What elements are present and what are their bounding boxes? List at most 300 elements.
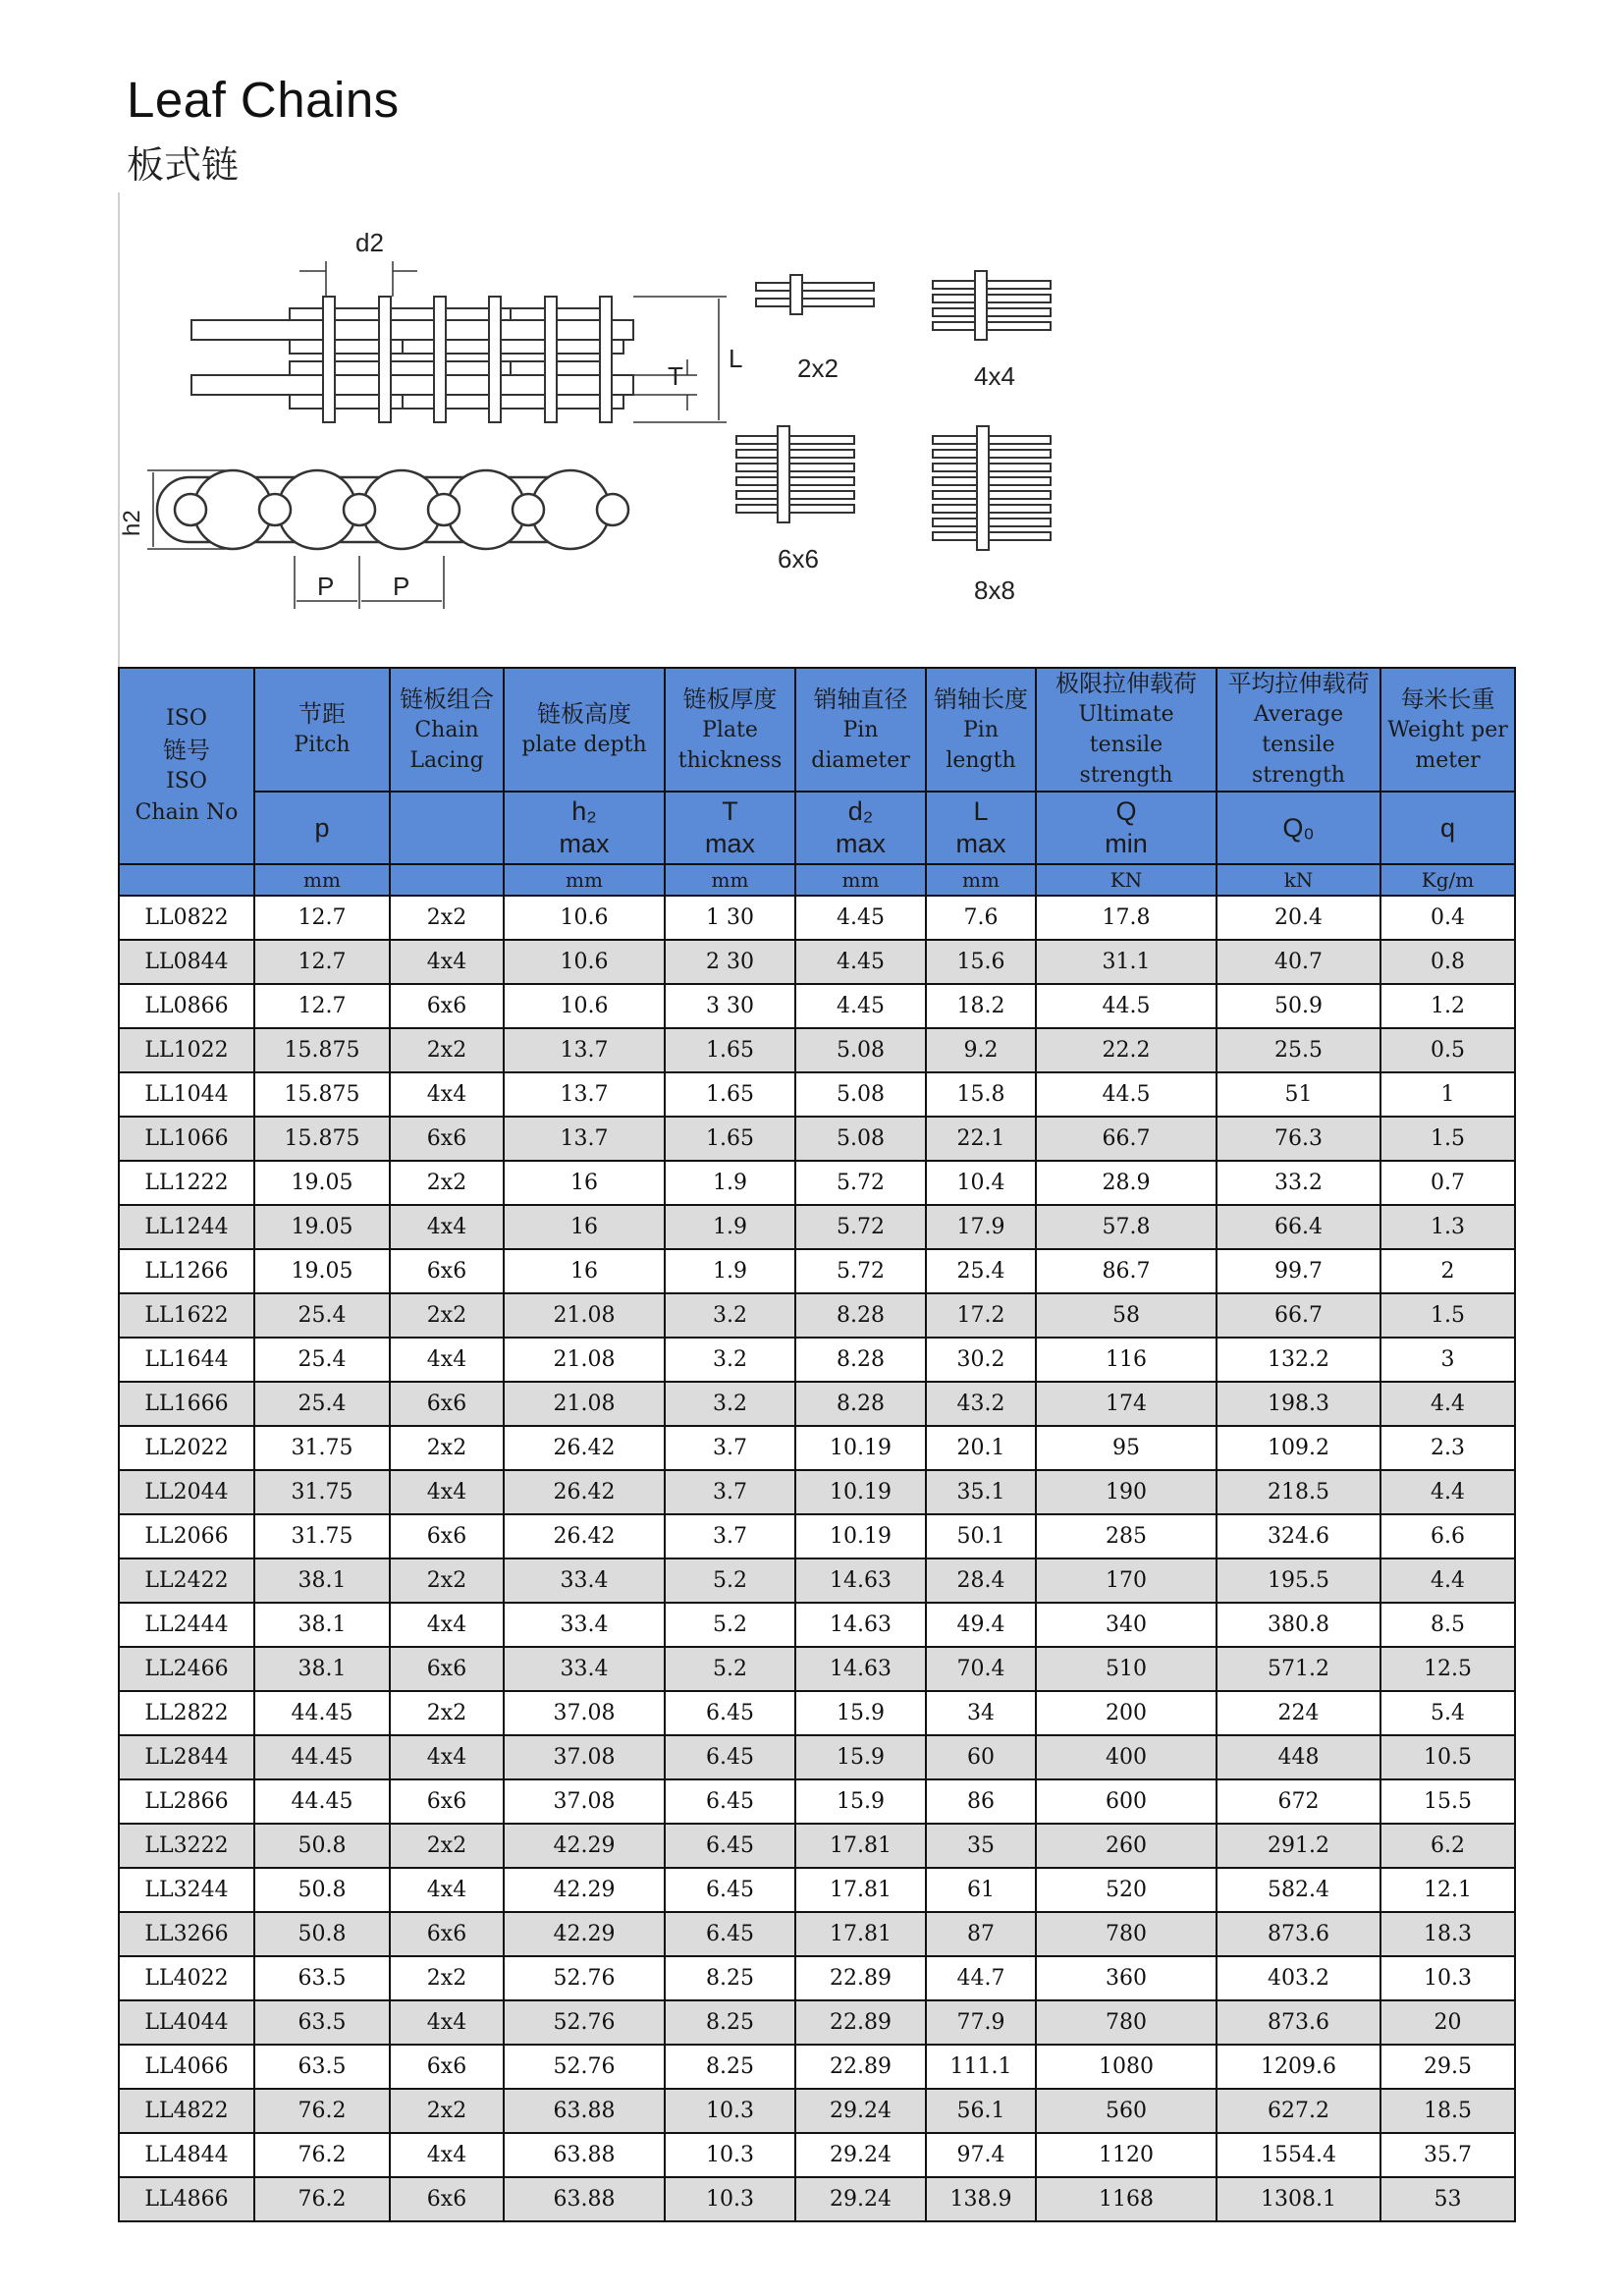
symbol-plate-thickness: T max [665, 792, 795, 864]
lacing-4x4 [933, 271, 1051, 340]
cell-ultimate-strength: 174 [1036, 1382, 1217, 1426]
cell-average-strength: 51 [1217, 1072, 1380, 1117]
cell-pin-diameter: 22.89 [795, 1956, 926, 2000]
unit-blank [119, 864, 254, 896]
cell-plate-depth: 52.76 [504, 2000, 665, 2045]
cell-plate-depth: 42.29 [504, 1868, 665, 1912]
cell-pin-length: 30.2 [926, 1338, 1036, 1382]
cell-pin-length: 15.6 [926, 940, 1036, 984]
cell-chain-no: LL4022 [119, 1956, 254, 2000]
symbol-lacing [390, 792, 504, 864]
cell-weight: 18.3 [1380, 1912, 1515, 1956]
cell-average-strength: 672 [1217, 1779, 1380, 1824]
cell-pin-length: 15.8 [926, 1072, 1036, 1117]
cell-pitch: 63.5 [254, 1956, 390, 2000]
symbol-weight: q [1380, 792, 1515, 864]
unit-pin-diameter: mm [795, 864, 926, 896]
chain-diagram [118, 192, 1512, 670]
cell-pitch: 63.5 [254, 2045, 390, 2089]
cell-plate-thickness: 3.2 [665, 1338, 795, 1382]
cell-chain-no: LL2044 [119, 1470, 254, 1514]
lacing-label-2x2: 2x2 [797, 354, 839, 383]
cell-ultimate-strength: 510 [1036, 1647, 1217, 1691]
lacing-label-4x4: 4x4 [974, 361, 1015, 391]
cell-average-strength: 25.5 [1217, 1028, 1380, 1072]
table-body [119, 896, 1515, 2221]
unit-plate-depth: mm [504, 864, 665, 896]
cell-weight: 8.5 [1380, 1603, 1515, 1647]
cell-pin-length: 111.1 [926, 2045, 1036, 2089]
cell-average-strength: 40.7 [1217, 940, 1380, 984]
table-row [119, 2045, 1515, 2089]
cell-pin-diameter: 5.72 [795, 1249, 926, 1293]
cell-ultimate-strength: 44.5 [1036, 1072, 1217, 1117]
cell-pitch: 44.45 [254, 1691, 390, 1735]
cell-weight: 6.6 [1380, 1514, 1515, 1558]
cell-pitch: 12.7 [254, 984, 390, 1028]
lacing-6x6 [736, 426, 854, 522]
cell-chain-no: LL2844 [119, 1735, 254, 1779]
cell-lacing: 4x4 [390, 2133, 504, 2177]
cell-lacing: 2x2 [390, 1956, 504, 2000]
cell-weight: 1 [1380, 1072, 1515, 1117]
cell-pitch: 12.7 [254, 896, 390, 940]
cell-lacing: 4x4 [390, 1868, 504, 1912]
cell-chain-no: LL0822 [119, 896, 254, 940]
cell-lacing: 6x6 [390, 984, 504, 1028]
cell-pin-length: 34 [926, 1691, 1036, 1735]
cell-pin-length: 44.7 [926, 1956, 1036, 2000]
cell-lacing: 6x6 [390, 1779, 504, 1824]
cell-pin-diameter: 29.24 [795, 2133, 926, 2177]
cell-pin-length: 28.4 [926, 1558, 1036, 1603]
cell-pin-length: 7.6 [926, 896, 1036, 940]
cell-plate-depth: 37.08 [504, 1691, 665, 1735]
cell-pin-diameter: 5.08 [795, 1117, 926, 1161]
table-row [119, 1338, 1515, 1382]
symbol-pin-diameter: d₂ max [795, 792, 926, 864]
table-row [119, 1382, 1515, 1426]
cell-ultimate-strength: 57.8 [1036, 1205, 1217, 1249]
cell-plate-thickness: 3.2 [665, 1293, 795, 1338]
cell-average-strength: 324.6 [1217, 1514, 1380, 1558]
cell-pin-diameter: 5.72 [795, 1205, 926, 1249]
cell-ultimate-strength: 17.8 [1036, 896, 1217, 940]
cell-pitch: 44.45 [254, 1779, 390, 1824]
cell-plate-depth: 10.6 [504, 940, 665, 984]
cell-pin-diameter: 22.89 [795, 2000, 926, 2045]
cell-ultimate-strength: 95 [1036, 1426, 1217, 1470]
cell-pin-diameter: 29.24 [795, 2089, 926, 2133]
cell-pin-length: 35 [926, 1824, 1036, 1868]
cell-weight: 6.2 [1380, 1824, 1515, 1868]
cell-plate-depth: 52.76 [504, 1956, 665, 2000]
cell-pin-diameter: 15.9 [795, 1779, 926, 1824]
cell-pin-diameter: 17.81 [795, 1868, 926, 1912]
cell-pitch: 31.75 [254, 1470, 390, 1514]
cell-lacing: 4x4 [390, 1735, 504, 1779]
cell-pin-length: 17.2 [926, 1293, 1036, 1338]
cell-plate-depth: 33.4 [504, 1647, 665, 1691]
table-row [119, 1647, 1515, 1691]
cell-pin-diameter: 14.63 [795, 1603, 926, 1647]
cell-weight: 0.8 [1380, 940, 1515, 984]
cell-average-strength: 403.2 [1217, 1956, 1380, 2000]
table-row [119, 1072, 1515, 1117]
symbol-plate-depth: h₂ max [504, 792, 665, 864]
table-row [119, 1028, 1515, 1072]
cell-chain-no: LL3266 [119, 1912, 254, 1956]
plan-view-links [157, 470, 628, 549]
cell-plate-thickness: 8.25 [665, 1956, 795, 2000]
cell-plate-thickness: 6.45 [665, 1868, 795, 1912]
cell-chain-no: LL1244 [119, 1205, 254, 1249]
cell-chain-no: LL0844 [119, 940, 254, 984]
cell-weight: 2.3 [1380, 1426, 1515, 1470]
cell-ultimate-strength: 170 [1036, 1558, 1217, 1603]
cell-pin-length: 50.1 [926, 1514, 1036, 1558]
cell-pin-diameter: 15.9 [795, 1691, 926, 1735]
table-row [119, 1426, 1515, 1470]
cell-weight: 1.5 [1380, 1117, 1515, 1161]
table-row [119, 896, 1515, 940]
cell-weight: 10.3 [1380, 1956, 1515, 2000]
chain-drawing [118, 192, 1512, 670]
cell-pitch: 15.875 [254, 1028, 390, 1072]
cell-ultimate-strength: 86.7 [1036, 1249, 1217, 1293]
cell-ultimate-strength: 560 [1036, 2089, 1217, 2133]
cell-pitch: 19.05 [254, 1161, 390, 1205]
cell-plate-depth: 33.4 [504, 1558, 665, 1603]
cell-pin-diameter: 17.81 [795, 1912, 926, 1956]
cell-average-strength: 20.4 [1217, 896, 1380, 940]
unit-ultimate: KN [1036, 864, 1217, 896]
cell-chain-no: LL1066 [119, 1117, 254, 1161]
unit-weight: Kg/m [1380, 864, 1515, 896]
cell-ultimate-strength: 190 [1036, 1470, 1217, 1514]
cell-pin-diameter: 5.08 [795, 1072, 926, 1117]
cell-plate-thickness: 10.3 [665, 2177, 795, 2221]
cell-lacing: 6x6 [390, 1647, 504, 1691]
header-pin-length: 销轴长度 Pin length [926, 668, 1036, 792]
cell-weight: 2 [1380, 1249, 1515, 1293]
cell-pin-diameter: 29.24 [795, 2177, 926, 2221]
cell-weight: 0.4 [1380, 896, 1515, 940]
cell-ultimate-strength: 66.7 [1036, 1117, 1217, 1161]
cell-ultimate-strength: 400 [1036, 1735, 1217, 1779]
label-T: T [668, 361, 683, 391]
cell-average-strength: 448 [1217, 1735, 1380, 1779]
cell-weight: 0.7 [1380, 1161, 1515, 1205]
cell-chain-no: LL1666 [119, 1382, 254, 1426]
cell-ultimate-strength: 58 [1036, 1293, 1217, 1338]
cell-ultimate-strength: 1120 [1036, 2133, 1217, 2177]
header-plate-depth: 链板高度 plate depth [504, 668, 665, 792]
cell-plate-thickness: 8.25 [665, 2000, 795, 2045]
cell-weight: 29.5 [1380, 2045, 1515, 2089]
cell-chain-no: LL4822 [119, 2089, 254, 2133]
cell-plate-depth: 16 [504, 1205, 665, 1249]
cell-ultimate-strength: 28.9 [1036, 1161, 1217, 1205]
unit-pitch: mm [254, 864, 390, 896]
cell-pin-length: 60 [926, 1735, 1036, 1779]
cell-pin-diameter: 4.45 [795, 940, 926, 984]
cell-lacing: 2x2 [390, 1824, 504, 1868]
cell-ultimate-strength: 22.2 [1036, 1028, 1217, 1072]
cell-average-strength: 291.2 [1217, 1824, 1380, 1868]
cell-pitch: 76.2 [254, 2089, 390, 2133]
table-row [119, 1514, 1515, 1558]
page-title: Leaf Chains [127, 72, 400, 128]
cell-lacing: 6x6 [390, 1912, 504, 1956]
cell-plate-thickness: 5.2 [665, 1603, 795, 1647]
cell-plate-thickness: 1.65 [665, 1028, 795, 1072]
cell-average-strength: 99.7 [1217, 1249, 1380, 1293]
cell-pin-length: 87 [926, 1912, 1036, 1956]
cell-plate-depth: 63.88 [504, 2133, 665, 2177]
cell-plate-thickness: 10.3 [665, 2089, 795, 2133]
cell-lacing: 2x2 [390, 1293, 504, 1338]
cell-weight: 20 [1380, 2000, 1515, 2045]
cell-plate-thickness: 6.45 [665, 1691, 795, 1735]
cell-average-strength: 66.7 [1217, 1293, 1380, 1338]
cell-average-strength: 132.2 [1217, 1338, 1380, 1382]
cell-plate-thickness: 2 30 [665, 940, 795, 984]
cell-plate-thickness: 6.45 [665, 1912, 795, 1956]
table-row [119, 1603, 1515, 1647]
cell-average-strength: 33.2 [1217, 1161, 1380, 1205]
cell-pin-diameter: 10.19 [795, 1426, 926, 1470]
cell-pin-diameter: 15.9 [795, 1735, 926, 1779]
cell-plate-depth: 10.6 [504, 896, 665, 940]
symbol-pin-length: L max [926, 792, 1036, 864]
cell-average-strength: 76.3 [1217, 1117, 1380, 1161]
cell-weight: 1.3 [1380, 1205, 1515, 1249]
unit-plate-thickness: mm [665, 864, 795, 896]
cell-pin-diameter: 17.81 [795, 1824, 926, 1868]
cell-pin-length: 77.9 [926, 2000, 1036, 2045]
cell-weight: 15.5 [1380, 1779, 1515, 1824]
table-row [119, 2133, 1515, 2177]
cell-average-strength: 198.3 [1217, 1382, 1380, 1426]
cell-pin-length: 22.1 [926, 1117, 1036, 1161]
cell-average-strength: 218.5 [1217, 1470, 1380, 1514]
cell-plate-depth: 13.7 [504, 1072, 665, 1117]
cell-pin-diameter: 14.63 [795, 1558, 926, 1603]
cell-pitch: 76.2 [254, 2133, 390, 2177]
leaf-chain-spec-table [118, 667, 1516, 2222]
cell-pin-diameter: 8.28 [795, 1338, 926, 1382]
cell-pitch: 38.1 [254, 1647, 390, 1691]
table-row [119, 984, 1515, 1028]
cell-pitch: 25.4 [254, 1338, 390, 1382]
cell-plate-thickness: 6.45 [665, 1735, 795, 1779]
table-row [119, 1558, 1515, 1603]
cell-plate-depth: 33.4 [504, 1603, 665, 1647]
cell-weight: 1.2 [1380, 984, 1515, 1028]
table-row [119, 940, 1515, 984]
cell-pin-diameter: 22.89 [795, 2045, 926, 2089]
table-row [119, 1293, 1515, 1338]
cell-lacing: 2x2 [390, 1691, 504, 1735]
cell-plate-thickness: 10.3 [665, 2133, 795, 2177]
cell-average-strength: 109.2 [1217, 1426, 1380, 1470]
cell-average-strength: 571.2 [1217, 1647, 1380, 1691]
cell-weight: 3 [1380, 1338, 1515, 1382]
cell-chain-no: LL2822 [119, 1691, 254, 1735]
cell-weight: 5.4 [1380, 1691, 1515, 1735]
cell-lacing: 2x2 [390, 1426, 504, 1470]
cell-plate-thickness: 3 30 [665, 984, 795, 1028]
cell-average-strength: 1209.6 [1217, 2045, 1380, 2089]
cell-pin-length: 35.1 [926, 1470, 1036, 1514]
table-row [119, 2089, 1515, 2133]
symbol-pitch: p [254, 792, 390, 864]
cell-plate-depth: 37.08 [504, 1735, 665, 1779]
cell-chain-no: LL4844 [119, 2133, 254, 2177]
cell-weight: 4.4 [1380, 1470, 1515, 1514]
cell-plate-depth: 21.08 [504, 1338, 665, 1382]
header-pin-diameter: 销轴直径 Pin diameter [795, 668, 926, 792]
cell-weight: 18.5 [1380, 2089, 1515, 2133]
cell-pin-diameter: 8.28 [795, 1293, 926, 1338]
cell-pitch: 76.2 [254, 2177, 390, 2221]
cell-lacing: 4x4 [390, 1072, 504, 1117]
cell-plate-thickness: 3.7 [665, 1514, 795, 1558]
cell-ultimate-strength: 31.1 [1036, 940, 1217, 984]
table-row [119, 1249, 1515, 1293]
table-row [119, 1161, 1515, 1205]
cell-plate-depth: 13.7 [504, 1117, 665, 1161]
cell-pitch: 50.8 [254, 1868, 390, 1912]
cell-pitch: 31.75 [254, 1514, 390, 1558]
cell-lacing: 2x2 [390, 2089, 504, 2133]
table-row [119, 1912, 1515, 1956]
cell-plate-thickness: 5.2 [665, 1558, 795, 1603]
cell-plate-thickness: 1.65 [665, 1117, 795, 1161]
cell-average-strength: 50.9 [1217, 984, 1380, 1028]
cell-pitch: 12.7 [254, 940, 390, 984]
cell-lacing: 6x6 [390, 2045, 504, 2089]
cell-lacing: 2x2 [390, 1558, 504, 1603]
cell-pitch: 44.45 [254, 1735, 390, 1779]
cell-lacing: 2x2 [390, 1028, 504, 1072]
header-iso: ISO 链号 ISO Chain No [119, 668, 254, 864]
cell-pin-length: 86 [926, 1779, 1036, 1824]
cell-lacing: 4x4 [390, 1470, 504, 1514]
cell-chain-no: LL2422 [119, 1558, 254, 1603]
cell-ultimate-strength: 260 [1036, 1824, 1217, 1868]
cell-plate-thickness: 1.9 [665, 1161, 795, 1205]
cell-chain-no: LL1644 [119, 1338, 254, 1382]
cell-plate-thickness: 5.2 [665, 1647, 795, 1691]
lacing-8x8 [933, 426, 1051, 550]
cell-plate-thickness: 3.7 [665, 1426, 795, 1470]
cell-lacing: 4x4 [390, 1205, 504, 1249]
cell-chain-no: LL2066 [119, 1514, 254, 1558]
cell-pitch: 19.05 [254, 1205, 390, 1249]
cell-pin-length: 17.9 [926, 1205, 1036, 1249]
label-p2: P [393, 572, 410, 601]
cell-lacing: 4x4 [390, 1603, 504, 1647]
cell-pin-length: 56.1 [926, 2089, 1036, 2133]
label-d2: d2 [355, 228, 384, 257]
side-view-plates [191, 308, 633, 409]
cell-average-strength: 873.6 [1217, 1912, 1380, 1956]
cell-plate-thickness: 1.9 [665, 1205, 795, 1249]
cell-lacing: 6x6 [390, 1382, 504, 1426]
cell-chain-no: LL2466 [119, 1647, 254, 1691]
cell-plate-depth: 63.88 [504, 2089, 665, 2133]
cell-chain-no: LL0866 [119, 984, 254, 1028]
cell-pitch: 15.875 [254, 1117, 390, 1161]
cell-pin-length: 9.2 [926, 1028, 1036, 1072]
cell-pitch: 25.4 [254, 1382, 390, 1426]
cell-average-strength: 582.4 [1217, 1868, 1380, 1912]
lacing-label-8x8: 8x8 [974, 575, 1015, 605]
table-row [119, 1691, 1515, 1735]
cell-ultimate-strength: 1168 [1036, 2177, 1217, 2221]
header-pitch: 节距 Pitch [254, 668, 390, 792]
lacing-label-6x6: 6x6 [778, 544, 819, 574]
label-p1: P [317, 572, 335, 601]
cell-chain-no: LL1222 [119, 1161, 254, 1205]
cell-pin-diameter: 10.19 [795, 1514, 926, 1558]
cell-pin-diameter: 14.63 [795, 1647, 926, 1691]
cell-ultimate-strength: 340 [1036, 1603, 1217, 1647]
table-row [119, 1824, 1515, 1868]
cell-chain-no: LL3222 [119, 1824, 254, 1868]
cell-pin-length: 43.2 [926, 1382, 1036, 1426]
cell-plate-depth: 42.29 [504, 1912, 665, 1956]
cell-plate-thickness: 6.45 [665, 1824, 795, 1868]
cell-plate-depth: 16 [504, 1161, 665, 1205]
header-weight: 每米长重 Weight per meter [1380, 668, 1515, 792]
symbol-ultimate: Q min [1036, 792, 1217, 864]
cell-plate-depth: 52.76 [504, 2045, 665, 2089]
unit-lacing [390, 864, 504, 896]
table-row [119, 1779, 1515, 1824]
cell-ultimate-strength: 600 [1036, 1779, 1217, 1824]
cell-plate-depth: 21.08 [504, 1382, 665, 1426]
cell-weight: 12.5 [1380, 1647, 1515, 1691]
cell-plate-thickness: 6.45 [665, 1779, 795, 1824]
cell-average-strength: 1308.1 [1217, 2177, 1380, 2221]
table-row [119, 2000, 1515, 2045]
cell-pin-length: 70.4 [926, 1647, 1036, 1691]
cell-plate-thickness: 1.9 [665, 1249, 795, 1293]
cell-pitch: 50.8 [254, 1912, 390, 1956]
cell-ultimate-strength: 116 [1036, 1338, 1217, 1382]
cell-pin-length: 138.9 [926, 2177, 1036, 2221]
cell-pin-length: 10.4 [926, 1161, 1036, 1205]
table-row [119, 2177, 1515, 2221]
cell-ultimate-strength: 780 [1036, 2000, 1217, 2045]
cell-average-strength: 380.8 [1217, 1603, 1380, 1647]
cell-plate-depth: 16 [504, 1249, 665, 1293]
cell-ultimate-strength: 44.5 [1036, 984, 1217, 1028]
cell-plate-thickness: 3.7 [665, 1470, 795, 1514]
cell-lacing: 2x2 [390, 896, 504, 940]
cell-average-strength: 1554.4 [1217, 2133, 1380, 2177]
cell-weight: 4.4 [1380, 1382, 1515, 1426]
table-row [119, 1868, 1515, 1912]
cell-lacing: 4x4 [390, 2000, 504, 2045]
cell-pin-length: 97.4 [926, 2133, 1036, 2177]
cell-plate-thickness: 1 30 [665, 896, 795, 940]
cell-pin-length: 25.4 [926, 1249, 1036, 1293]
table-row [119, 1470, 1515, 1514]
